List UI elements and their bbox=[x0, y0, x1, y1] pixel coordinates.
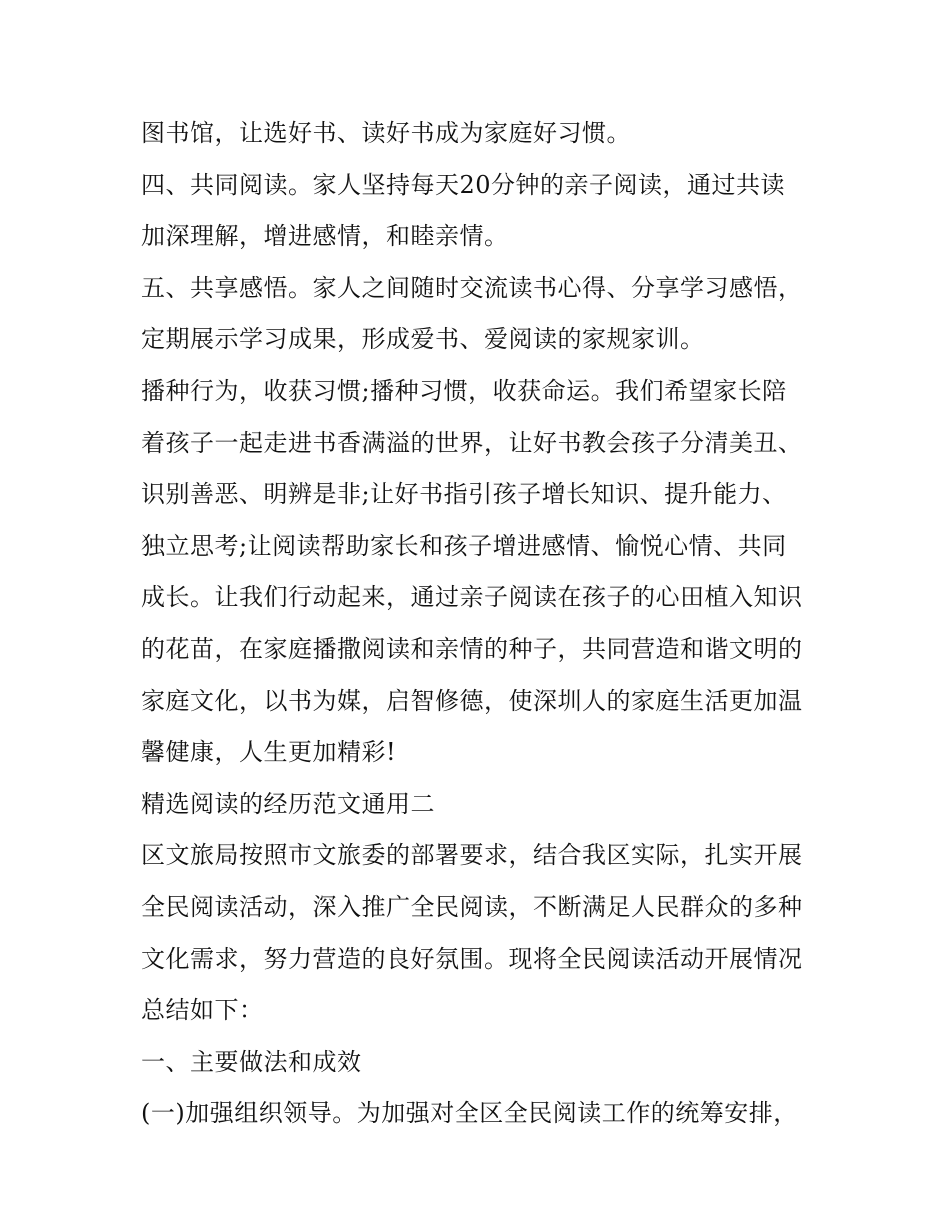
text-line: 独立思考;让阅读帮助家长和孩子增进感情、愉悦心情、共同 bbox=[141, 531, 787, 560]
subsection-heading: 一、主要做法和成效 bbox=[141, 1047, 362, 1076]
text-line: 文化需求，努力营造的良好氛围。现将全民阅读活动开展情况 bbox=[141, 944, 803, 973]
text-line: 识别善恶、明辨是非;让好书指引孩子增长知识、提升能力、 bbox=[141, 480, 787, 509]
text-line: 馨健康，人生更加精彩! bbox=[141, 738, 397, 767]
text-line: 成长。让我们行动起来，通过亲子阅读在孩子的心田植入知识 bbox=[141, 583, 803, 612]
text-line: 定期展示学习成果，形成爱书、爱阅读的家规家训。 bbox=[141, 325, 705, 354]
text-line: 图书馆，让选好书、读好书成为家庭好习惯。 bbox=[141, 119, 631, 147]
text-line: 四、共同阅读。家人坚持每天20分钟的亲子阅读，通过共读 bbox=[141, 170, 786, 199]
text-line: (一)加强组织领导。为加强对全区全民阅读工作的统筹安排， bbox=[141, 1099, 798, 1128]
section-heading: 精选阅读的经历范文通用二 bbox=[141, 789, 435, 818]
text-line: 全民阅读活动，深入推广全民阅读，不断满足人民群众的多种 bbox=[141, 892, 803, 921]
text-line: 播种行为，收获习惯;播种习惯，收获命运。我们希望家长陪 bbox=[141, 376, 787, 405]
text-line: 的花苗，在家庭播撒阅读和亲情的种子，共同营造和谐文明的 bbox=[141, 634, 803, 663]
text-line: 着孩子一起走进书香满溢的世界，让好书教会孩子分清美丑、 bbox=[141, 428, 803, 457]
text-line: 加深理解，增进感情，和睦亲情。 bbox=[141, 222, 509, 251]
text-line: 五、共享感悟。家人之间随时交流读书心得、分享学习感悟， bbox=[141, 273, 803, 302]
text-line: 区文旅局按照市文旅委的部署要求，结合我区实际，扎实开展 bbox=[141, 841, 803, 870]
text-line: 总结如下： bbox=[141, 996, 264, 1025]
document-body bbox=[141, 108, 841, 1140]
text-line: 家庭文化，以书为媒，启智修德，使深圳人的家庭生活更加温 bbox=[141, 686, 803, 715]
